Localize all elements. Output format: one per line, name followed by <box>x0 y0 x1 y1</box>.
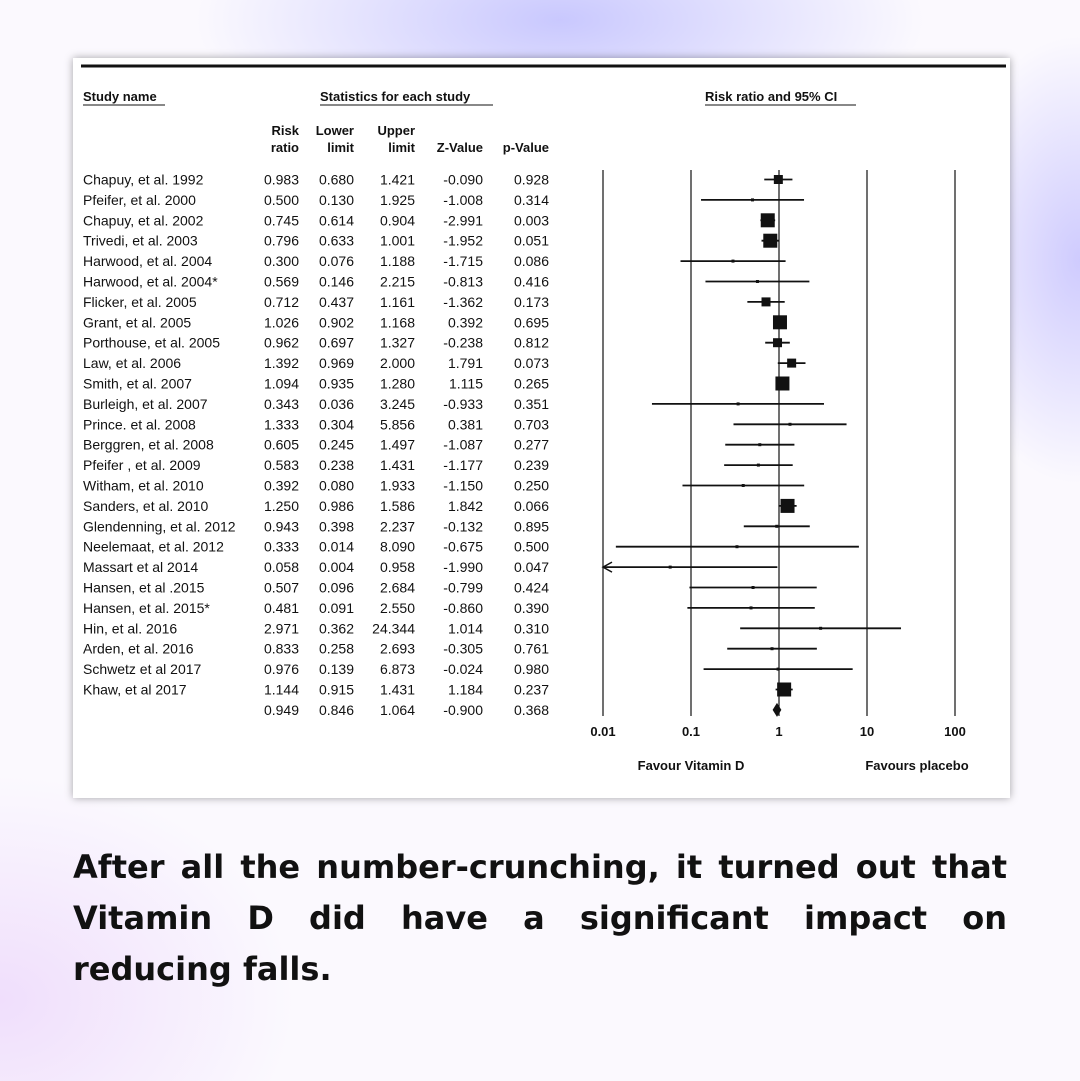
cell-lower-limit: 0.146 <box>318 273 354 290</box>
cell-z-value: -0.933 <box>443 395 483 412</box>
cell-upper-limit: 1.586 <box>379 497 415 514</box>
tick-label-100: 100 <box>944 724 966 739</box>
cell-lower-limit: 0.130 <box>318 191 354 208</box>
cell-upper-limit: 2.550 <box>379 599 415 616</box>
study-row <box>83 396 549 412</box>
cell-risk-ratio: 1.026 <box>263 314 299 331</box>
cell-z-value: 1.842 <box>447 497 483 514</box>
study-name: Hansen, et al. 2015* <box>83 599 210 616</box>
study-row <box>83 192 549 208</box>
point-estimate <box>788 423 791 426</box>
cell-z-value: -0.900 <box>443 701 483 718</box>
study-name: Prince. et al. 2008 <box>83 416 196 433</box>
cell-risk-ratio: 0.962 <box>263 334 299 351</box>
cell-lower-limit: 0.139 <box>318 661 354 678</box>
study-name: Khaw, et al 2017 <box>83 681 187 698</box>
cell-lower-limit: 0.004 <box>318 559 354 576</box>
study-name: Porthouse, et al. 2005 <box>83 334 220 351</box>
study-row <box>83 376 549 392</box>
cell-lower-limit: 0.096 <box>318 579 354 596</box>
study-row <box>83 682 549 698</box>
cell-upper-limit: 1.925 <box>379 191 415 208</box>
cell-risk-ratio: 0.343 <box>263 395 299 412</box>
cell-upper-limit: 3.245 <box>379 395 415 412</box>
cell-p-value: 0.390 <box>513 599 549 616</box>
cell-lower-limit: 0.091 <box>318 599 354 616</box>
cell-upper-limit: 1.431 <box>379 457 415 474</box>
study-row <box>83 600 549 616</box>
study-name: Berggren, et al. 2008 <box>83 436 214 453</box>
point-estimate <box>773 315 787 329</box>
point-estimate <box>763 234 777 248</box>
cell-p-value: 0.066 <box>513 497 549 514</box>
cell-risk-ratio: 1.392 <box>263 355 299 372</box>
study-name: Grant, et al. 2005 <box>83 314 192 331</box>
cell-p-value: 0.265 <box>513 375 549 392</box>
cell-risk-ratio: 0.500 <box>263 191 299 208</box>
summary-diamond <box>773 703 782 717</box>
cell-p-value: 0.351 <box>513 395 549 412</box>
cell-risk-ratio: 0.605 <box>263 436 299 453</box>
cell-p-value: 0.812 <box>513 334 549 351</box>
point-estimate <box>751 198 754 201</box>
study-row <box>83 314 549 330</box>
column-headers <box>271 123 549 155</box>
col-header-lower-limit-line1: Lower <box>315 123 354 138</box>
cell-p-value: 0.086 <box>513 253 549 270</box>
cell-upper-limit: 2.237 <box>379 518 415 535</box>
cell-p-value: 0.073 <box>513 355 549 372</box>
tick-label-1: 1 <box>775 724 783 739</box>
cell-upper-limit: 1.064 <box>379 701 415 718</box>
cell-upper-limit: 1.168 <box>379 314 415 331</box>
cell-risk-ratio: 0.507 <box>263 579 299 596</box>
point-estimate <box>756 280 759 283</box>
cell-upper-limit: 24.344 <box>372 620 415 637</box>
cell-z-value: -1.715 <box>443 253 483 270</box>
col-header-p-value-line2: p-Value <box>502 140 549 155</box>
cell-risk-ratio: 0.833 <box>263 640 299 657</box>
cell-risk-ratio: 0.983 <box>263 171 299 188</box>
cell-p-value: 0.239 <box>513 457 549 474</box>
cell-p-value: 0.928 <box>513 171 549 188</box>
cell-upper-limit: 5.856 <box>379 416 415 433</box>
study-name: Schwetz et al 2017 <box>83 661 202 678</box>
study-row <box>83 559 549 575</box>
point-estimate <box>777 683 791 697</box>
cell-lower-limit: 0.902 <box>318 314 354 331</box>
cell-upper-limit: 2.684 <box>379 579 415 596</box>
point-estimate <box>775 377 789 391</box>
cell-risk-ratio: 0.943 <box>263 518 299 535</box>
study-name: Sanders, et al. 2010 <box>83 497 209 514</box>
cell-z-value: 0.392 <box>447 314 483 331</box>
cell-p-value: 0.237 <box>513 681 549 698</box>
study-name: Pfeifer , et al. 2009 <box>83 457 201 474</box>
study-row <box>83 437 549 453</box>
cell-p-value: 0.416 <box>513 273 549 290</box>
point-estimate <box>774 175 783 184</box>
cell-upper-limit: 1.161 <box>379 293 415 310</box>
cell-lower-limit: 0.986 <box>318 497 354 514</box>
point-estimate <box>737 402 740 405</box>
point-estimate <box>758 443 761 446</box>
study-row <box>83 518 549 534</box>
cell-z-value: -1.150 <box>443 477 483 494</box>
cell-p-value: 0.980 <box>513 661 549 678</box>
cell-lower-limit: 0.258 <box>318 640 354 657</box>
cell-z-value: -0.238 <box>443 334 483 351</box>
cell-p-value: 0.250 <box>513 477 549 494</box>
col-header-risk-ratio-line2: ratio <box>270 140 299 155</box>
cell-upper-limit: 1.497 <box>379 436 415 453</box>
cell-z-value: -1.362 <box>443 293 483 310</box>
study-name: Glendenning, et al. 2012 <box>83 518 236 535</box>
statistics-table <box>83 172 549 718</box>
study-name: Hin, et al. 2016 <box>83 620 178 637</box>
study-row <box>83 274 549 290</box>
cell-risk-ratio: 1.094 <box>263 375 299 392</box>
study-row <box>83 212 549 228</box>
cell-z-value: -0.675 <box>443 538 483 555</box>
study-name: Hansen, et al .2015 <box>83 579 205 596</box>
point-estimate <box>742 484 745 487</box>
cell-z-value: -2.991 <box>443 212 483 229</box>
study-row <box>83 478 549 494</box>
cell-lower-limit: 0.036 <box>318 395 354 412</box>
study-name: Arden, et al. 2016 <box>83 640 194 657</box>
cell-risk-ratio: 1.144 <box>263 681 299 698</box>
study-row <box>83 661 549 677</box>
cell-z-value: -0.305 <box>443 640 483 657</box>
study-name: Massart et al 2014 <box>83 559 199 576</box>
cell-upper-limit: 1.327 <box>379 334 415 351</box>
point-estimate <box>757 464 760 467</box>
cell-risk-ratio: 1.250 <box>263 497 299 514</box>
study-name: Harwood, et al. 2004 <box>83 253 213 270</box>
col-header-z-value-line2: Z-Value <box>436 140 483 155</box>
point-estimate <box>771 647 774 650</box>
cell-z-value: -1.087 <box>443 436 483 453</box>
point-estimate <box>781 499 795 513</box>
caption-text: After all the number-crunching, it turned out that Vitamin D did have a significant impact on reducing falls. <box>73 848 1007 988</box>
study-name: Harwood, et al. 2004* <box>83 273 218 290</box>
tick-label-10: 10 <box>859 724 875 739</box>
point-estimate <box>777 668 780 671</box>
cell-p-value: 0.695 <box>513 314 549 331</box>
cell-lower-limit: 0.304 <box>318 416 354 433</box>
cell-lower-limit: 0.238 <box>318 457 354 474</box>
study-name: Trivedi, et al. 2003 <box>83 232 198 249</box>
study-row <box>83 355 549 371</box>
cell-z-value: -1.177 <box>443 457 483 474</box>
point-estimate <box>787 359 796 368</box>
cell-z-value: 1.791 <box>447 355 483 372</box>
cell-lower-limit: 0.935 <box>318 375 354 392</box>
cell-z-value: -1.990 <box>443 559 483 576</box>
cell-risk-ratio: 0.583 <box>263 457 299 474</box>
cell-lower-limit: 0.614 <box>318 212 354 229</box>
cell-upper-limit: 1.188 <box>379 253 415 270</box>
cell-p-value: 0.003 <box>513 212 549 229</box>
study-row <box>83 580 549 596</box>
cell-upper-limit: 0.958 <box>379 559 415 576</box>
cell-p-value: 0.895 <box>513 518 549 535</box>
col-header-lower-limit-line2: limit <box>327 140 354 155</box>
cell-p-value: 0.761 <box>513 640 549 657</box>
point-estimate <box>731 260 734 263</box>
cell-lower-limit: 0.245 <box>318 436 354 453</box>
study-row <box>83 641 549 657</box>
study-row <box>83 498 549 514</box>
point-estimate <box>761 213 775 227</box>
header-plot-title: Risk ratio and 95% CI <box>705 89 838 104</box>
cell-z-value: 1.014 <box>447 620 483 637</box>
cell-lower-limit: 0.680 <box>318 171 354 188</box>
cell-p-value: 0.703 <box>513 416 549 433</box>
study-row <box>83 416 549 432</box>
cell-z-value: 1.184 <box>447 681 483 698</box>
cell-upper-limit: 2.000 <box>379 355 415 372</box>
cell-z-value: -0.813 <box>443 273 483 290</box>
study-row <box>83 233 549 249</box>
cell-p-value: 0.051 <box>513 232 549 249</box>
cell-upper-limit: 2.693 <box>379 640 415 657</box>
study-name: Law, et al. 2006 <box>83 355 182 372</box>
cell-p-value: 0.424 <box>513 579 549 596</box>
cell-z-value: 1.115 <box>449 375 483 392</box>
cell-upper-limit: 0.904 <box>379 212 415 229</box>
cell-upper-limit: 1.431 <box>379 681 415 698</box>
point-estimate <box>752 586 755 589</box>
cell-lower-limit: 0.362 <box>318 620 354 637</box>
tick-label-0.01: 0.01 <box>590 724 616 739</box>
col-header-upper-limit-line2: limit <box>388 140 415 155</box>
cell-z-value: 0.381 <box>447 416 483 433</box>
cell-lower-limit: 0.633 <box>318 232 354 249</box>
cell-lower-limit: 0.697 <box>318 334 354 351</box>
cell-lower-limit: 0.846 <box>318 701 354 718</box>
cell-risk-ratio: 0.058 <box>263 559 299 576</box>
forest-plot-panel <box>73 58 1010 798</box>
cell-risk-ratio: 0.949 <box>263 701 299 718</box>
cell-lower-limit: 0.014 <box>318 538 354 555</box>
study-row <box>83 172 549 188</box>
study-name: Burleigh, et al. 2007 <box>83 395 208 412</box>
forest-plot-chart <box>73 58 1010 798</box>
cell-risk-ratio: 0.796 <box>263 232 299 249</box>
study-name: Witham, et al. 2010 <box>83 477 204 494</box>
study-row <box>83 457 549 473</box>
cell-lower-limit: 0.398 <box>318 518 354 535</box>
header-statistics: Statistics for each study <box>320 89 471 104</box>
cell-z-value: -0.860 <box>443 599 483 616</box>
cell-lower-limit: 0.080 <box>318 477 354 494</box>
point-estimate <box>669 566 672 569</box>
cell-upper-limit: 1.001 <box>379 232 415 249</box>
cell-lower-limit: 0.076 <box>318 253 354 270</box>
cell-upper-limit: 1.421 <box>379 171 415 188</box>
cell-upper-limit: 1.280 <box>379 375 415 392</box>
cell-risk-ratio: 1.333 <box>263 416 299 433</box>
cell-risk-ratio: 0.976 <box>263 661 299 678</box>
cell-risk-ratio: 0.392 <box>263 477 299 494</box>
favour-left-label: Favour Vitamin D <box>637 758 745 773</box>
study-row <box>83 620 549 636</box>
cell-lower-limit: 0.969 <box>318 355 354 372</box>
cell-z-value: -0.132 <box>443 518 483 535</box>
study-name: Neelemaat, et al. 2012 <box>83 538 224 555</box>
col-header-upper-limit-line1: Upper <box>377 123 415 138</box>
cell-upper-limit: 2.215 <box>379 273 415 290</box>
header-study-name: Study name <box>83 89 157 104</box>
cell-upper-limit: 1.933 <box>379 477 415 494</box>
cell-p-value: 0.314 <box>513 191 549 208</box>
favour-right-label: Favours placebo <box>865 758 969 773</box>
study-name: Chapuy, et al. 2002 <box>83 212 204 229</box>
summary-row <box>264 702 549 718</box>
cell-risk-ratio: 0.300 <box>263 253 299 270</box>
cell-p-value: 0.310 <box>513 620 549 637</box>
cell-risk-ratio: 0.481 <box>263 599 299 616</box>
study-row <box>83 539 549 555</box>
point-estimate <box>775 525 778 528</box>
cell-lower-limit: 0.915 <box>318 681 354 698</box>
cell-upper-limit: 6.873 <box>379 661 415 678</box>
cell-z-value: -1.008 <box>443 191 483 208</box>
cell-z-value: -1.952 <box>443 232 483 249</box>
study-name: Chapuy, et al. 1992 <box>83 171 204 188</box>
cell-z-value: -0.024 <box>443 661 483 678</box>
cell-z-value: -0.799 <box>443 579 483 596</box>
cell-upper-limit: 8.090 <box>379 538 415 555</box>
point-estimate <box>735 545 738 548</box>
study-row <box>83 294 549 310</box>
cell-lower-limit: 0.437 <box>318 293 354 310</box>
cell-p-value: 0.500 <box>513 538 549 555</box>
tick-label-0.1: 0.1 <box>681 724 701 739</box>
cell-p-value: 0.173 <box>513 293 549 310</box>
cell-risk-ratio: 0.712 <box>263 293 299 310</box>
point-estimate <box>819 627 822 630</box>
point-estimate <box>750 606 753 609</box>
cell-risk-ratio: 0.745 <box>263 212 299 229</box>
study-name: Flicker, et al. 2005 <box>83 293 197 310</box>
cell-p-value: 0.368 <box>513 701 549 718</box>
point-estimate <box>762 297 771 306</box>
cell-risk-ratio: 0.569 <box>263 273 299 290</box>
plot-area <box>590 170 968 773</box>
cell-risk-ratio: 2.971 <box>263 620 299 637</box>
point-estimate <box>773 338 782 347</box>
cell-risk-ratio: 0.333 <box>263 538 299 555</box>
study-row <box>83 335 549 351</box>
study-row <box>83 253 549 269</box>
cell-z-value: -0.090 <box>443 171 483 188</box>
cell-p-value: 0.047 <box>513 559 549 576</box>
study-name: Pfeifer, et al. 2000 <box>83 191 196 208</box>
study-name: Smith, et al. 2007 <box>83 375 192 392</box>
cell-p-value: 0.277 <box>513 436 549 453</box>
col-header-risk-ratio-line1: Risk <box>271 123 299 138</box>
